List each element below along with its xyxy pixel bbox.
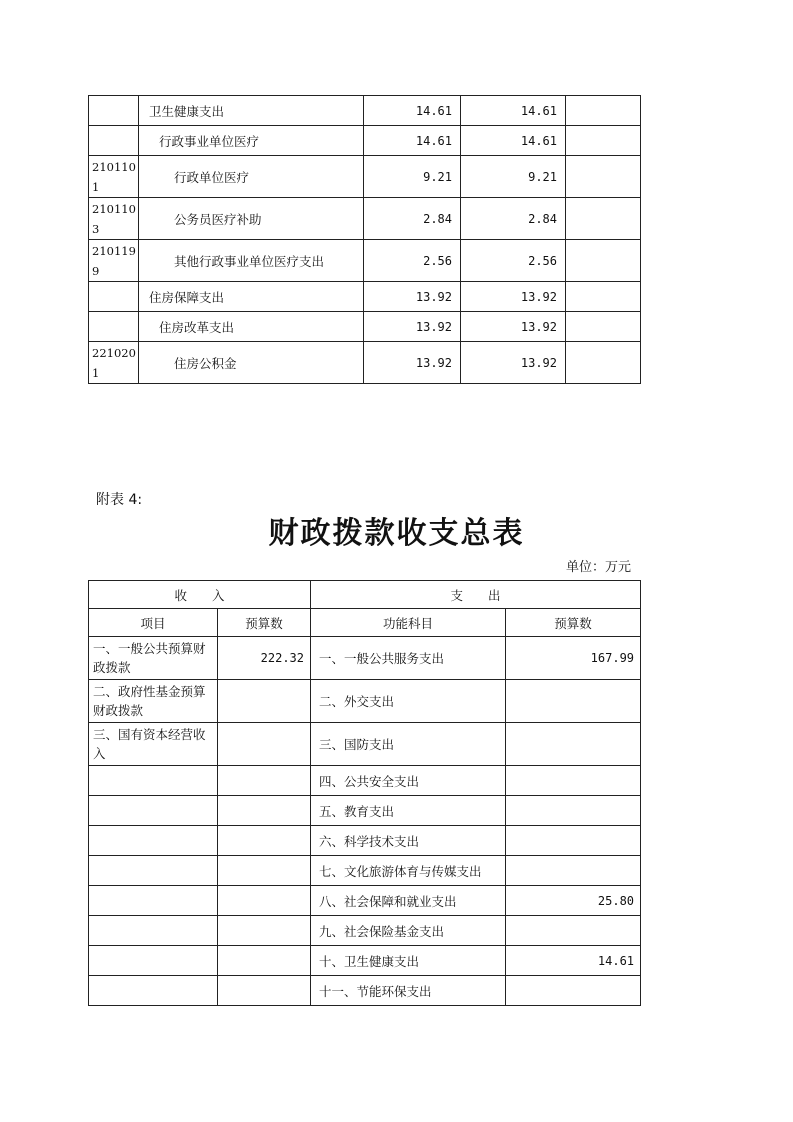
income-item xyxy=(89,946,218,976)
expense-amount xyxy=(506,723,641,766)
income-amount xyxy=(218,680,311,723)
page-title: 财政拨款收支总表 xyxy=(268,516,525,551)
expense-amount: 167.99 xyxy=(506,637,641,680)
amount-cell: 14.61 xyxy=(364,126,461,156)
subject-code: 2101103 xyxy=(89,198,139,240)
income-item xyxy=(89,976,218,1006)
income-item xyxy=(89,826,218,856)
income-amount xyxy=(218,796,311,826)
table-row xyxy=(89,976,641,1006)
subject-name: 行政事业单位医疗 xyxy=(139,126,364,156)
table-row xyxy=(89,96,641,126)
unit-label: 单位：万元 xyxy=(566,560,632,575)
table-row xyxy=(89,826,641,856)
table-row xyxy=(89,723,641,766)
income-amount: 222.32 xyxy=(218,637,311,680)
table-row xyxy=(89,637,641,680)
expense-item: 六、科学技术支出 xyxy=(311,826,506,856)
expense-amount xyxy=(506,856,641,886)
expense-amount: 14.61 xyxy=(506,946,641,976)
amount-cell: 2.84 xyxy=(364,198,461,240)
income-amount xyxy=(218,723,311,766)
amount-cell xyxy=(566,282,641,312)
amount-cell: 13.92 xyxy=(364,312,461,342)
subject-name: 其他行政事业单位医疗支出 xyxy=(139,240,364,282)
table-row xyxy=(89,126,641,156)
header-row xyxy=(89,581,641,609)
table-row xyxy=(89,886,641,916)
amount-cell: 14.61 xyxy=(364,96,461,126)
amount-cell: 14.61 xyxy=(461,126,566,156)
amount-cell xyxy=(566,198,641,240)
expense-item: 九、社会保险基金支出 xyxy=(311,916,506,946)
fiscal-summary-table xyxy=(88,580,641,1006)
expense-amount xyxy=(506,826,641,856)
subject-name: 住房保障支出 xyxy=(139,282,364,312)
table-row xyxy=(89,312,641,342)
table-row xyxy=(89,766,641,796)
expense-item: 八、社会保障和就业支出 xyxy=(311,886,506,916)
table-row xyxy=(89,680,641,723)
table-row xyxy=(89,916,641,946)
expense-detail-table xyxy=(88,95,641,384)
income-item: 二、政府性基金预算财政拨款 xyxy=(89,680,218,723)
table-row xyxy=(89,198,641,240)
income-amount xyxy=(218,976,311,1006)
expense-item: 五、教育支出 xyxy=(311,796,506,826)
income-item: 三、国有资本经营收入 xyxy=(89,723,218,766)
income-item xyxy=(89,886,218,916)
table-row xyxy=(89,156,641,198)
amount-cell xyxy=(566,96,641,126)
expense-amount xyxy=(506,976,641,1006)
expense-item: 四、公共安全支出 xyxy=(311,766,506,796)
amount-cell: 9.21 xyxy=(364,156,461,198)
amount-cell: 9.21 xyxy=(461,156,566,198)
subject-code xyxy=(89,312,139,342)
expense-item: 七、文化旅游体育与传媒支出 xyxy=(311,856,506,886)
income-amount xyxy=(218,766,311,796)
appendix-label: 附表 4: xyxy=(96,492,143,508)
table-row xyxy=(89,342,641,384)
expense-amount xyxy=(506,916,641,946)
income-item xyxy=(89,916,218,946)
amount-cell xyxy=(566,156,641,198)
subject-code: 2210201 xyxy=(89,342,139,384)
amount-cell: 2.84 xyxy=(461,198,566,240)
expense-amount xyxy=(506,766,641,796)
amount-cell xyxy=(566,342,641,384)
amount-cell: 13.92 xyxy=(461,282,566,312)
expense-item: 十一、节能环保支出 xyxy=(311,976,506,1006)
income-item xyxy=(89,766,218,796)
col-function-header: 功能科目 xyxy=(311,609,506,637)
col-budget-header: 预算数 xyxy=(218,609,311,637)
income-amount xyxy=(218,916,311,946)
table-row xyxy=(89,240,641,282)
header-row xyxy=(89,609,641,637)
expense-amount xyxy=(506,796,641,826)
amount-cell: 13.92 xyxy=(461,312,566,342)
subject-code xyxy=(89,96,139,126)
expense-item: 一、一般公共服务支出 xyxy=(311,637,506,680)
subject-name: 行政单位医疗 xyxy=(139,156,364,198)
income-item xyxy=(89,856,218,886)
amount-cell xyxy=(566,312,641,342)
table-row xyxy=(89,856,641,886)
table-row xyxy=(89,946,641,976)
col-item-header: 项目 xyxy=(89,609,218,637)
amount-cell: 14.61 xyxy=(461,96,566,126)
expense-item: 十、卫生健康支出 xyxy=(311,946,506,976)
expense-header: 支 出 xyxy=(311,581,641,609)
income-item xyxy=(89,796,218,826)
subject-code xyxy=(89,126,139,156)
subject-name: 住房改革支出 xyxy=(139,312,364,342)
income-item: 一、一般公共预算财政拨款 xyxy=(89,637,218,680)
expense-amount xyxy=(506,680,641,723)
table-row xyxy=(89,796,641,826)
subject-code xyxy=(89,282,139,312)
amount-cell: 2.56 xyxy=(461,240,566,282)
amount-cell: 13.92 xyxy=(461,342,566,384)
amount-cell: 13.92 xyxy=(364,342,461,384)
income-amount xyxy=(218,856,311,886)
amount-cell xyxy=(566,240,641,282)
amount-cell: 2.56 xyxy=(364,240,461,282)
subject-code: 2101199 xyxy=(89,240,139,282)
subject-name: 住房公积金 xyxy=(139,342,364,384)
subject-code: 2101101 xyxy=(89,156,139,198)
table-row xyxy=(89,282,641,312)
expense-item: 三、国防支出 xyxy=(311,723,506,766)
subject-name: 公务员医疗补助 xyxy=(139,198,364,240)
expense-amount: 25.80 xyxy=(506,886,641,916)
amount-cell xyxy=(566,126,641,156)
income-header: 收 入 xyxy=(89,581,311,609)
income-amount xyxy=(218,886,311,916)
income-amount xyxy=(218,826,311,856)
income-amount xyxy=(218,946,311,976)
amount-cell: 13.92 xyxy=(364,282,461,312)
col-budget2-header: 预算数 xyxy=(506,609,641,637)
subject-name: 卫生健康支出 xyxy=(139,96,364,126)
expense-item: 二、外交支出 xyxy=(311,680,506,723)
